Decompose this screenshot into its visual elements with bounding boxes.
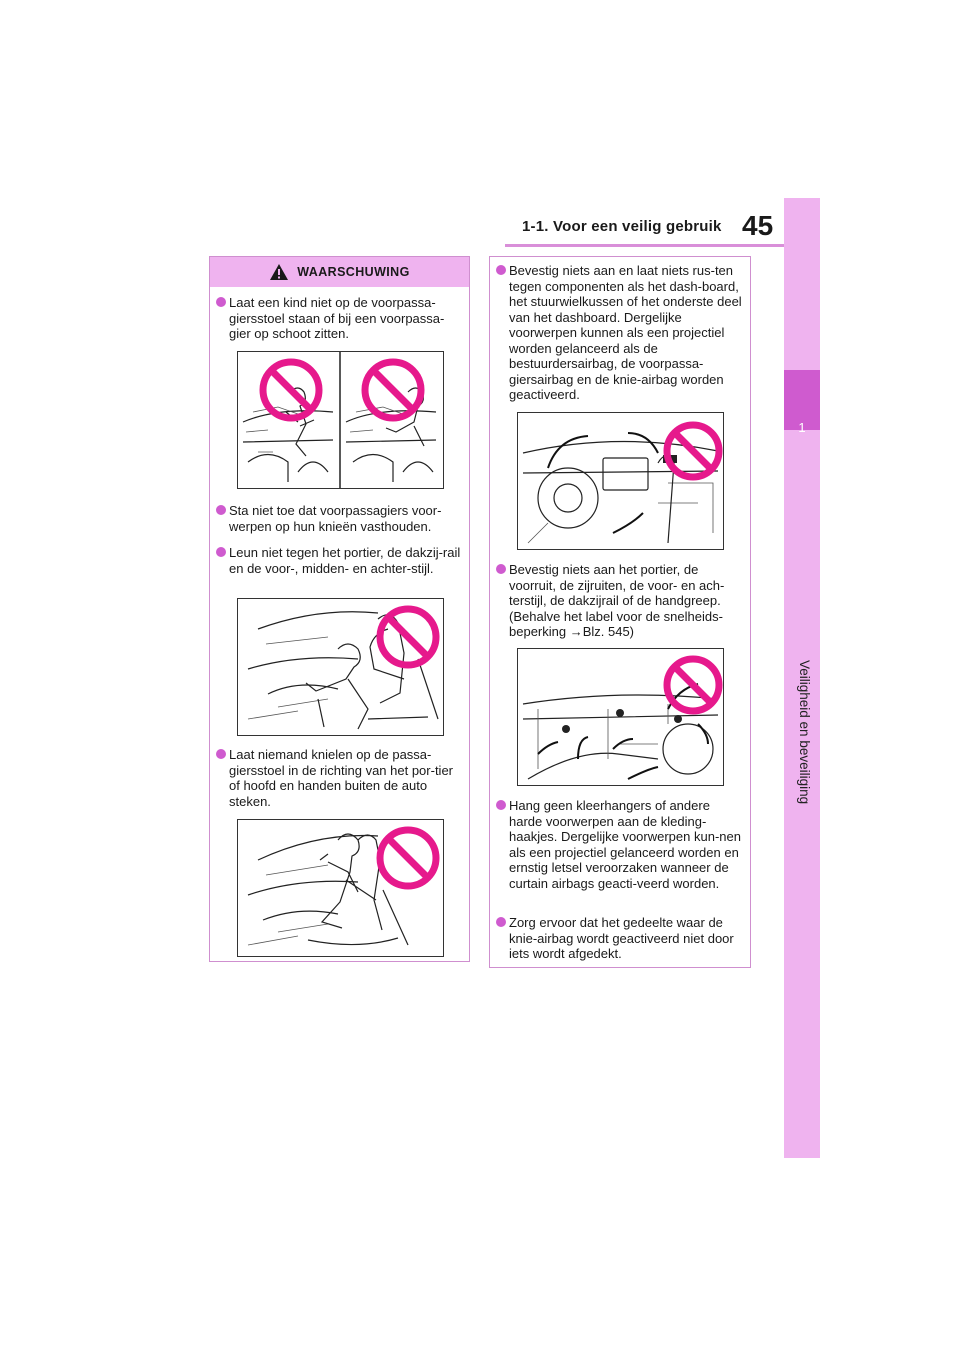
warning-item: Laat niemand knielen op de passa-giersstoel in de richting van het por-tier of hoofd en handen buiten de auto steken. xyxy=(216,747,461,809)
warning-triangle-icon xyxy=(269,263,289,281)
header-rule xyxy=(505,244,785,247)
bullet-icon xyxy=(216,297,226,307)
bullet-icon xyxy=(216,749,226,759)
warning-item: Laat een kind niet op de voorpassa-giersstoel staan of bij een voorpassa-gier op schoot zitten. xyxy=(216,295,461,342)
prohibition-sign-icon xyxy=(263,362,319,418)
warning-heading-text: WAARSCHUWING xyxy=(297,265,410,279)
warning-item: Bevestig niets aan en laat niets rus-ten tegen componenten als het dash-board, het stuurwielkussen of het onderste deel van het dashboard. Dergelijke voorwerpen kunnen als een projectiel worden gelanceerd als de bestuurdersairbag, de voorpassa-giersairbag en de knie-airbag worden geactiveerd. xyxy=(496,263,742,403)
bullet-icon xyxy=(216,505,226,515)
bullet-icon xyxy=(496,917,506,927)
bullet-icon xyxy=(496,564,506,574)
prohibition-sign-icon xyxy=(380,609,436,665)
warning-heading xyxy=(210,257,469,287)
bullet-icon xyxy=(496,265,506,275)
bullet-icon xyxy=(496,800,506,810)
warning-item: Hang geen kleerhangers of andere harde voorwerpen aan de kleding-haakjes. Dergelijke voorwerpen kun-nen als een projectiel gelanceerd worden en ernstig letsel veroorzaken wanneer de curtain airbags geacti-veerd worden. xyxy=(496,798,742,891)
prohibition-sign-icon xyxy=(365,362,421,418)
warning-item: Zorg ervoor dat het gedeelte waar de knie-airbag wordt geactiveerd niet door iets wordt afgedekt. xyxy=(496,915,742,962)
chapter-title: Veiligheid en beveiliging xyxy=(797,660,812,805)
illustration-leaning-passenger xyxy=(237,598,444,736)
illustration-dashboard-objects xyxy=(517,412,724,550)
warning-item: Bevestig niets aan het portier, de voorruit, de zijruiten, de voor- en ach-terstijl, de dakzijrail of de handgreep. (Behalve het label voor de snelheids-beperking →Blz. 545) xyxy=(496,562,742,640)
section-title: 1-1. Voor een veilig gebruik xyxy=(522,218,722,235)
chapter-sidebar xyxy=(784,198,820,1158)
warning-box-continued xyxy=(489,256,751,968)
illustration-interior-objects xyxy=(517,648,724,786)
warning-box xyxy=(209,256,470,962)
page-number: 45 xyxy=(742,210,774,241)
prohibition-sign-icon xyxy=(380,830,436,886)
illustration-kneeling-passenger xyxy=(237,819,444,957)
illustration-child-on-seat xyxy=(237,351,444,489)
warning-item: Sta niet toe dat voorpassagiers voor-werpen op hun knieën vasthouden. xyxy=(216,503,461,534)
prohibition-sign-icon xyxy=(667,425,719,477)
chapter-number: 1 xyxy=(798,420,806,435)
prohibition-sign-icon xyxy=(667,659,719,711)
warning-item: Leun niet tegen het portier, de dakzij-rail en de voor-, midden- en achter-stijl. xyxy=(216,545,461,576)
bullet-icon xyxy=(216,547,226,557)
